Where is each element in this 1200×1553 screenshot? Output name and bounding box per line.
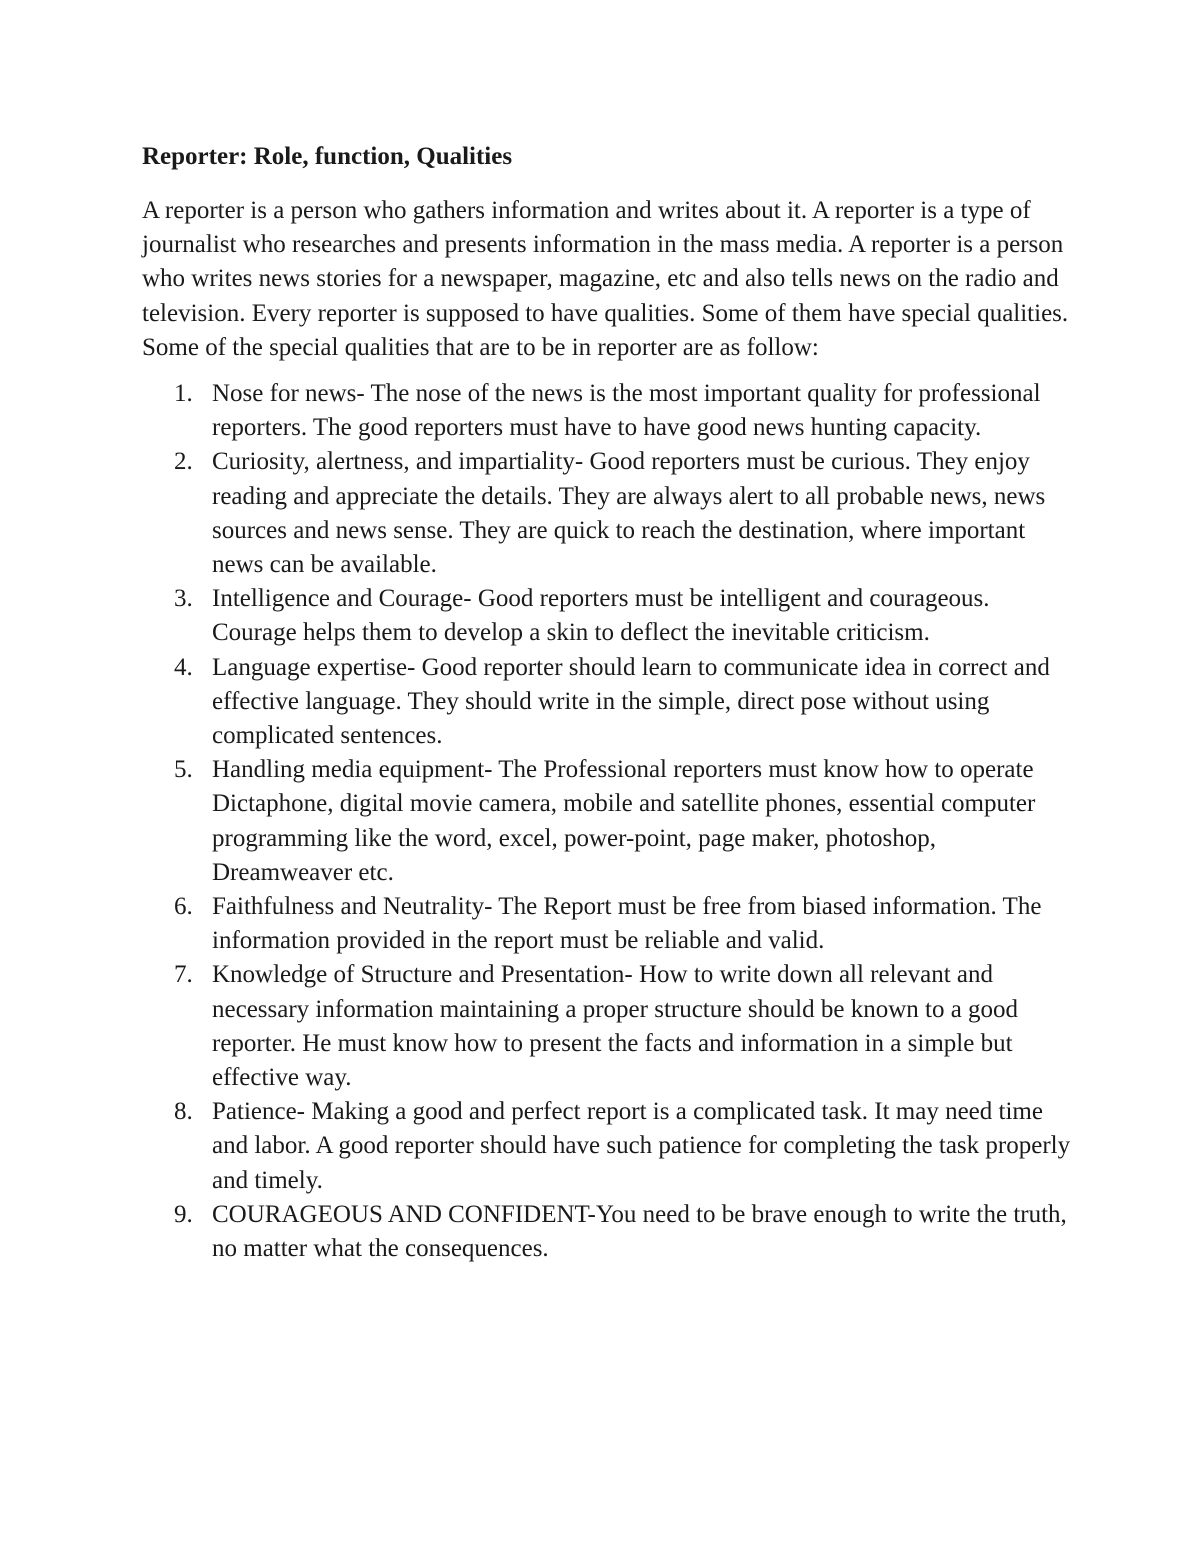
list-item [142,753,1072,890]
list-item-number: 9. [174,1200,193,1228]
list-item [142,1198,1072,1266]
list-item-number: 8. [174,1098,193,1126]
list-item [142,445,1072,582]
list-item-text: Intelligence and Courage- Good reporters must be intelligent and courageous. Courage helps them to develop a skin to deflect the inevitable criticism. [212,585,990,647]
document-title: Reporter: Role, function, Qualities [142,143,513,170]
list-item [142,377,1072,445]
intro-paragraph: A reporter is a person who gathers information and writes about it. A reporter is a type of journalist who researches and presents information in the mass media. A reporter is a person who writes news stories for a newspaper, magazine, etc and also tells news on the radio and television. Every reporter is supposed to have qualities. Some of them have special qualities. Some of the special qualities that are to be in reporter are as follow: [142,197,1069,361]
list-item-text: Faithfulness and Neutrality- The Report must be free from biased information. The information provided in the report must be reliable and valid. [212,893,1042,955]
list-item-text: Patience- Making a good and perfect report is a complicated task. It may need time and labor. A good reporter should have such patience for completing the task properly and timely. [212,1098,1071,1194]
list-item-number: 4. [174,653,193,681]
list-item-number: 6. [174,893,193,921]
list-item-number: 2. [174,448,193,476]
list-item-number: 3. [174,585,193,613]
list-item-text: Handling media equipment- The Professional reporters must know how to operate Dictaphone, digital movie camera, mobile and satellite phones, essential computer programming like the word, excel, power-point, page maker, photoshop, Dreamweaver etc. [212,756,1036,886]
list-item [142,958,1072,1095]
list-item-number: 7. [174,961,193,989]
list-item-number: 5. [174,756,193,784]
list-item-text: Language expertise- Good reporter should learn to communicate idea in correct and effective language. They should write in the simple, direct pose without using complicated sentences. [212,653,1050,750]
list-item [142,1095,1072,1198]
list-item-text: Nose for news- The nose of the news is the most important quality for professional reporters. The good reporters must have to have good news hunting capacity. [212,380,1041,442]
list-item [142,582,1072,650]
qualities-list [142,377,1072,1266]
list-item [142,651,1072,754]
list-item [142,890,1072,958]
list-item-text: Knowledge of Structure and Presentation- How to write down all relevant and necessary information maintaining a proper structure should be known to a good reporter. He must know how to present the facts and information in a simple but effective way. [212,961,1019,1092]
list-item-text: COURAGEOUS AND CONFIDENT-You need to be brave enough to write the truth, no matter what the consequences. [212,1200,1067,1263]
list-item-text: Curiosity, alertness, and impartiality- Good reporters must be curious. They enjoy reading and appreciate the details. They are always alert to all probable news, news sources and news sense. They are quick to reach the destination, where important news can be available. [212,448,1046,579]
list-item-number: 1. [174,380,193,408]
document-content [142,140,1072,1266]
